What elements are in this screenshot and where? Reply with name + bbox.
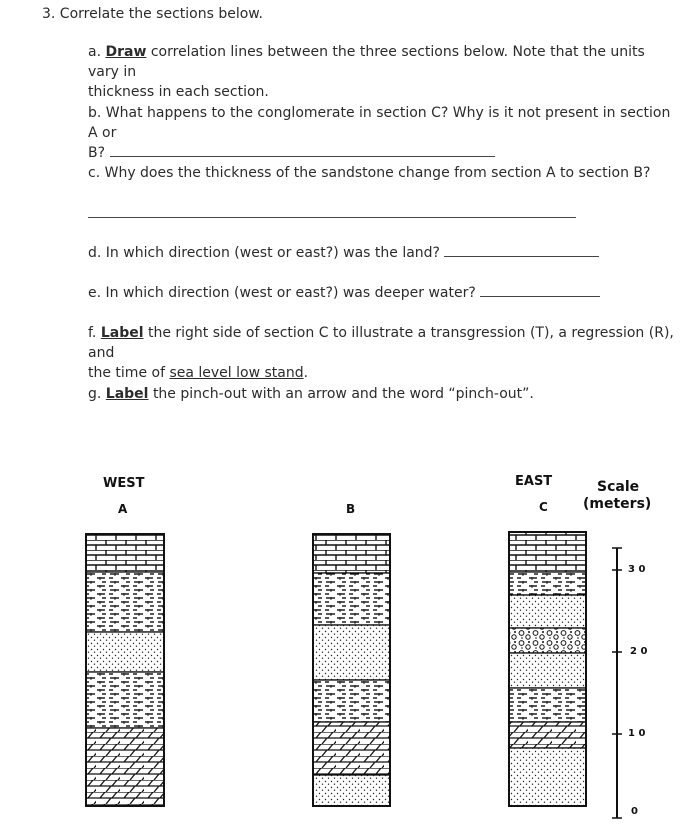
section-b-dolomite-unit[interactable] xyxy=(313,722,390,775)
section-a-shale-unit[interactable] xyxy=(86,672,164,728)
scale-tick-20: 2 0 xyxy=(630,646,648,657)
section-b-limestone-unit[interactable] xyxy=(313,534,390,573)
question-g: g. Label the pinch-out with an arrow and the word “pinch-out”. xyxy=(88,386,534,402)
section-c-sandstone-unit[interactable] xyxy=(509,653,586,688)
section-b-label: B xyxy=(346,502,356,516)
label-word-f: Label xyxy=(100,325,144,341)
west-label: WEST xyxy=(103,476,145,491)
scale-label: Scale xyxy=(597,479,640,495)
section-b-shale-unit[interactable] xyxy=(313,680,390,722)
section-c-dolomite-unit[interactable] xyxy=(509,722,586,748)
section-a-dolomite-unit[interactable] xyxy=(86,728,164,806)
scale-tick-30: 3 0 xyxy=(628,564,646,575)
section-c-shale-unit[interactable] xyxy=(509,572,586,595)
section-a-sandstone-unit[interactable] xyxy=(86,632,164,672)
section-c-sandstone-unit[interactable] xyxy=(509,595,586,628)
draw-word: Draw xyxy=(105,44,147,60)
question-a: a. Draw correlation lines between the three sections below. Note that the units vary in thickness in each section. xyxy=(88,44,645,100)
question-f: f. Label the right side of section C to illustrate a transgression (T), a regression (R), and the time of sea level low stand. xyxy=(88,325,674,381)
question-d: d. In which direction (west or east?) was the land? xyxy=(88,243,599,263)
section-c-label: C xyxy=(539,500,548,514)
section-b-shale-unit[interactable] xyxy=(313,573,390,625)
east-label: EAST xyxy=(515,474,553,489)
section-c-conglomerate-unit[interactable] xyxy=(509,628,586,653)
section-c-shale-unit[interactable] xyxy=(509,688,586,722)
question-c: c. Why does the thickness of the sandstone change from section A to section B? xyxy=(88,165,651,181)
label-word-g: Label xyxy=(105,386,149,402)
section-a-shale-unit[interactable] xyxy=(86,572,164,632)
sea-level-low-stand: sea level low stand xyxy=(169,365,304,381)
scale-unit-label: (meters) xyxy=(583,496,652,512)
question-e: e. In which direction (west or east?) was deeper water? xyxy=(88,283,600,303)
question-title: 3. Correlate the sections below. xyxy=(42,6,263,22)
section-c-limestone-unit[interactable] xyxy=(509,532,586,572)
section-b-sandstone-unit[interactable] xyxy=(313,625,390,680)
question-b: b. What happens to the conglomerate in section C? Why is it not present in section A or B? xyxy=(88,105,671,161)
section-a-limestone-unit[interactable] xyxy=(86,534,164,572)
section-b-sandstone-unit[interactable] xyxy=(313,775,390,806)
section-c-sandstone-unit[interactable] xyxy=(509,748,586,806)
section-a-label: A xyxy=(118,502,128,516)
scale-tick-10: 1 0 xyxy=(628,728,646,739)
scale-tick-0: 0 xyxy=(631,806,638,817)
